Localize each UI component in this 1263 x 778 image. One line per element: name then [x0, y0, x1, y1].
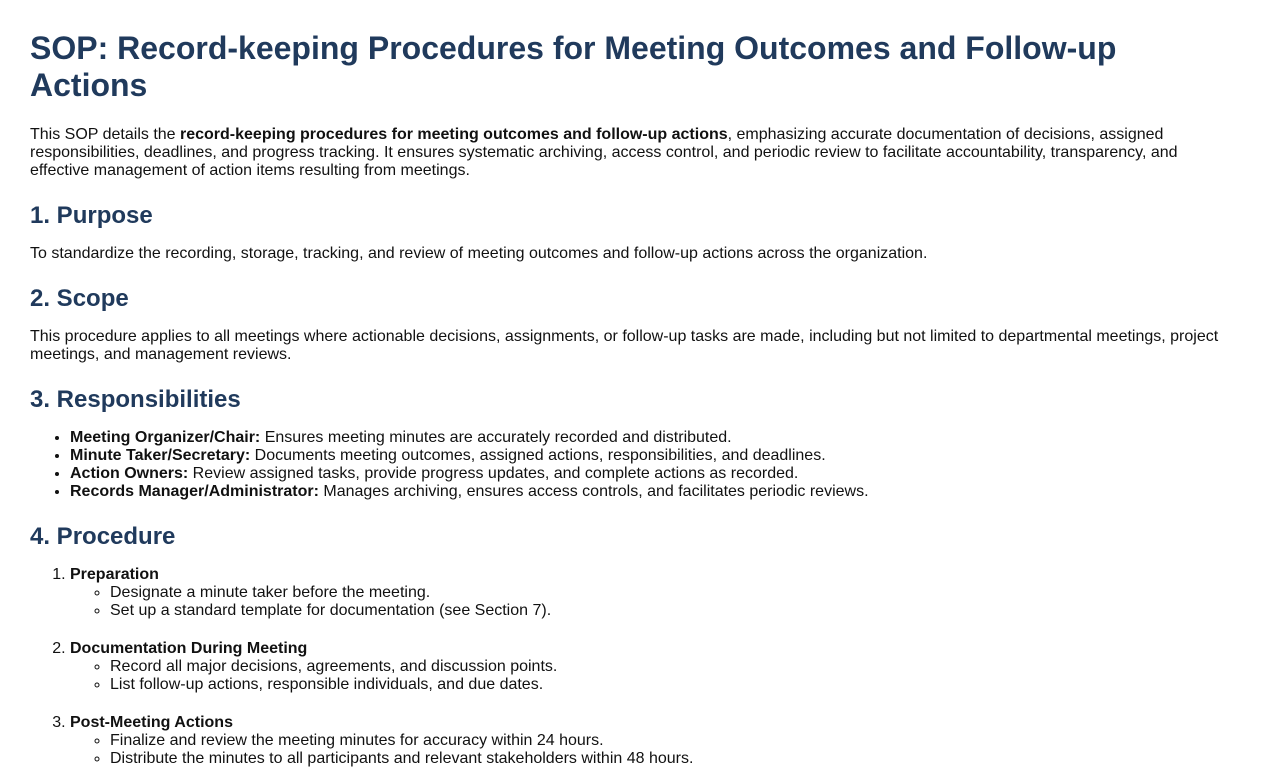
purpose-heading: 1. Purpose — [30, 202, 153, 229]
intro-text-end: , emphasizing accurate documentation of decisions, assigned responsibilities, deadlines, and progress tracking. It ensures systematic archiving, access control, and periodic review to facilitate accountability, transparency, and effective management of action items resulting from meetings. — [30, 126, 1178, 179]
role-label: Minute Taker/Secretary: — [70, 447, 251, 464]
step-title: Post-Meeting Actions — [70, 714, 233, 731]
procedure-heading: 4. Procedure — [30, 523, 176, 550]
role-description: Documents meeting outcomes, assigned actions, responsibilities, and deadlines. — [250, 447, 826, 464]
intro-text-bold: record-keeping procedures for meeting outcomes and follow-up actions — [180, 126, 728, 143]
scope-heading: 2. Scope — [30, 285, 129, 312]
step-substeps — [70, 732, 1233, 768]
substep-item: ◦ Distribute the minutes to all participants and relevant stakeholders within 48 hours. — [110, 750, 1233, 768]
role-description: Ensures meeting minutes are accurately recorded and distributed. — [260, 429, 732, 446]
scope-text: This procedure applies to all meetings where actionable decisions, assignments, or follow-up tasks are made, including but not limited to departmental meetings, project meetings, and management reviews. — [30, 328, 1219, 363]
role-description: Manages archiving, ensures access controls, and facilitates periodic reviews. — [318, 483, 869, 500]
responsibilities-heading: 3. Responsibilities — [30, 386, 241, 413]
step-substeps — [70, 584, 1233, 620]
role-label: Records Manager/Administrator: — [70, 483, 319, 500]
intro-paragraph — [30, 126, 1233, 180]
role-label: Meeting Organizer/Chair: — [70, 429, 261, 446]
role-label: Action Owners: — [70, 465, 189, 482]
responsibility-item-minute-taker — [70, 447, 1233, 465]
procedure-step-preparation — [70, 566, 1233, 620]
substep-item: ◦ Finalize and review the meeting minutes for accuracy within 24 hours. — [110, 732, 1233, 750]
step-title: Documentation During Meeting — [70, 640, 308, 657]
responsibility-item-action-owners — [70, 465, 1233, 483]
page-title: SOP: Record-keeping Procedures for Meeting Outcomes and Follow-up Actions — [30, 30, 1117, 103]
role-description: Review assigned tasks, provide progress updates, and complete actions as recorded. — [188, 465, 799, 482]
responsibility-item-organizer — [70, 429, 1233, 447]
step-title: Preparation — [70, 566, 159, 583]
substep-item: ◦ List follow-up actions, responsible individuals, and due dates. — [110, 676, 1233, 694]
procedure-steps-list — [30, 566, 1233, 768]
substep-item: ◦ Designate a minute taker before the meeting. — [110, 584, 1233, 602]
intro-text-start: This SOP details the — [30, 126, 180, 143]
procedure-step-post-meeting — [70, 714, 1233, 768]
responsibilities-list — [30, 429, 1233, 501]
responsibility-item-records-manager — [70, 483, 1233, 501]
procedure-step-documentation — [70, 640, 1233, 694]
purpose-text: To standardize the recording, storage, tracking, and review of meeting outcomes and follow-up actions across the organization. — [30, 245, 928, 262]
substep-item: ◦ Record all major decisions, agreements, and discussion points. — [110, 658, 1233, 676]
substep-item: ◦ Set up a standard template for documentation (see Section 7). — [110, 602, 1233, 620]
step-substeps — [70, 658, 1233, 694]
